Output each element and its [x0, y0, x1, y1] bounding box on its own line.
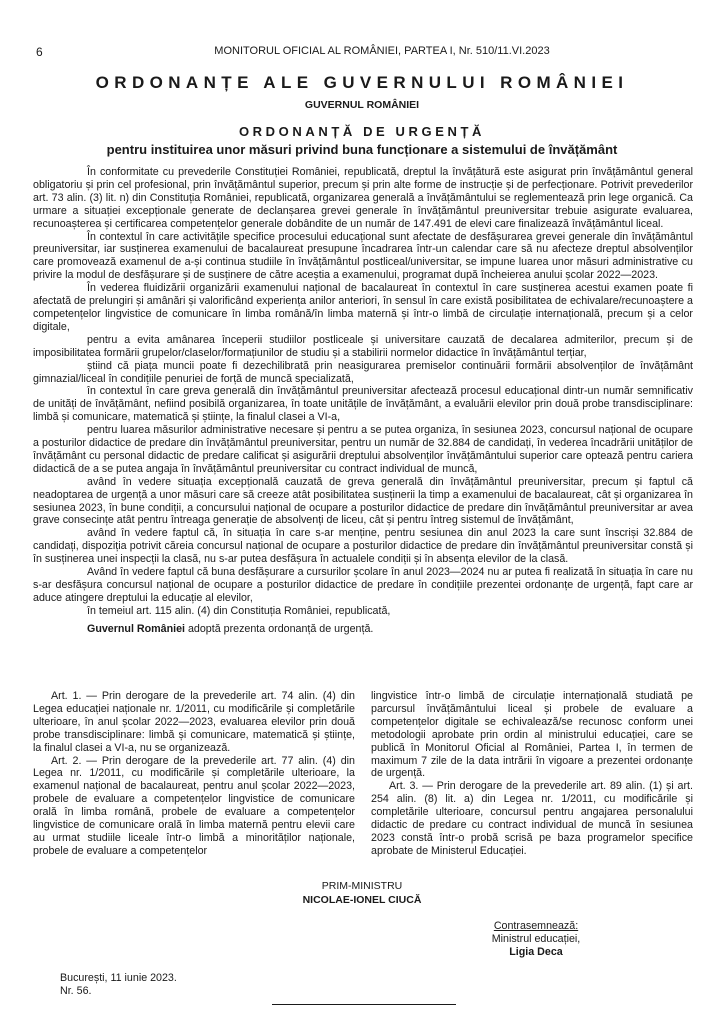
countersign-role: Ministrul educației, — [491, 933, 581, 945]
adoption-statement — [33, 623, 693, 636]
document-type: ORDONANȚĂ DE URGENȚĂ — [238, 124, 486, 139]
footer-rule — [272, 1004, 456, 1005]
issue-date: București, 11 iunie 2023. — [60, 972, 177, 984]
preamble-paragraph: pentru luarea măsurilor administrative necesare și pentru a se putea organiza, în sesiunea 2023, concursul național de ocupare a posturilor didactice de predare din învățământul preuniversitar, pentru un număr de 32.884 de candidați, în vederea încadrării unităților de învățământ cu personal didactic de predare calificat și asigurării dreptului absolvenților învățământului superior care optează pentru cariera didactică de a se putea angaja în învățământul preuniversitar cu contract individual de muncă, — [33, 424, 693, 475]
date-place — [60, 972, 177, 998]
articles — [33, 690, 693, 858]
preamble-paragraph: Având în vedere faptul că buna desfășurare a cursurilor școlare în anul 2023—2024 nu ar putea fi realizată în situația în care nu s-ar desfășura concursul național de ocupare a posturilor didactice de predare în condițiile prezentei ordonanțe de urgență, fapt care ar aduce atingere dreptului la educație al elevilor, — [33, 566, 693, 604]
running-head-publication: MONITORUL OFICIAL AL ROMÂNIEI, — [214, 45, 402, 57]
preamble-paragraph: având în vedere faptul că, în situația în care s-ar menține, pentru sesiunea din anul 2023 la care sunt înscriși 32.884 de candidați, dispoziția potrivit căreia concursul național de ocupare a posturilor didactice de predare din învățământul preuniversitar constă și în susținerea unei inspecții la clasă, nu s-ar putea desfășura în actualele condiții și în absența elevilor de la clasă. — [33, 527, 693, 566]
preamble — [33, 166, 693, 636]
running-head-issue: PARTEA I, Nr. 510/11.VI.2023 — [404, 45, 550, 57]
preamble-paragraph: știind că piața muncii poate fi dezechilibrată prin neasigurarea premiselor continuării formării absolvenților de învățământ gimnazial/liceal în condițiile penuriei de forță de muncă specializată, — [33, 359, 693, 385]
countersign-label: Contrasemnează: — [493, 920, 579, 932]
preamble-paragraph: în temeiul art. 115 alin. (4) din Constituția României, republicată, — [87, 604, 391, 617]
article-1: Art. 1. — Prin derogare de la prevederile art. 74 alin. (4) din Legea educației naționale nr. 1/2011, cu modificările și completările ulterioare, în anul școlar 2022—2023, evaluarea elevilor prin două probe transdisciplinare: limbă și comunicare, matematică și științe, la finalul clasei a VI-a, nu se organizează. — [33, 690, 355, 754]
countersignature — [470, 920, 602, 959]
article-2-continued: lingvistice într-o limbă de circulație internațională studiată pe parcursul învățământului liceal și probele de evaluare a competențelor digitale se echivalează/se recunosc conform unei metodologii aprobate prin ordin al ministrului educației, care se publică în Monitorul Oficial al României, Partea I, în termen de maximum 7 zile de la data intrării în vigoare a prezentei ordonanțe de urgență. — [371, 690, 693, 780]
article-3: Art. 3. — Prin derogare de la prevederile art. 89 alin. (1) și art. 254 alin. (8) lit. a) din Legea nr. 1/2011, cu modificările și completările ulterioare, concursul pentru angajarea personalului didactic de predare cu contract individual de muncă în sesiunea 2023 constă într-o probă scrisă pe baza programelor specifice aprobate de Ministerul Educației. — [371, 780, 693, 857]
running-head — [0, 45, 724, 57]
issue-number: Nr. 56. — [60, 985, 92, 997]
document-title: pentru instituirea unor măsuri privind buna funcționare a sistemului de învățământ — [106, 142, 618, 157]
adoption-subject: Guvernul României — [87, 622, 185, 635]
countersign-name: Ligia Deca — [509, 946, 563, 958]
section-title: ORDONANȚE ALE GUVERNULUI ROMÂNIEI — [95, 73, 629, 92]
signatory-name: NICOLAE-IONEL CIUCĂ — [302, 894, 422, 906]
adoption-text: adoptă prezenta ordonanță de urgență. — [185, 622, 374, 635]
preamble-paragraph: În contextul în care activitățile specifice procesului educațional sunt afectate de desfășurarea grevei generale din învățământul preuniversitar, iar susținerea examenului de bacalaureat presupune încadrarea într-un calendar care să nu afecteze dreptul absolvenților care promovează examenul de a-și continua studiile în învățământul postliceal/universitar, se impune luarea unor măsuri administrative cu privire la modul de desfășurare și de susținere de către aceștia a examenului, programat după încheierea anului școlar 2022—2023. — [33, 230, 693, 282]
page-number: 6 — [36, 45, 43, 59]
preamble-paragraph: În vederea fluidizării organizării examenului național de bacalaureat în contextul în care susținerea acestui examen poate fi afectată de prelungiri și amânări și valorificând experiența anilor anteriori, în sensul în care există posibilitatea de echivalare/recunoaștere a competențelor lingvistice de comunicare în limba română/în limba maternă și într-o limbă de circulație internațională, precum și a celor digitale, — [33, 282, 693, 333]
preamble-paragraph: În conformitate cu prevederile Constituției României, republicată, dreptul la învățătură este asigurat prin învățământul general obligatoriu și prin cel profesional, prin învățământul superior, precum și prin alte forme de instrucție și de perfecționare. Potrivit prevederilor art. 73 alin. (3) lit. n) din Constituția României, republicată, organizarea generală a învățământului se reglementează prin lege organică. Ca urmare a situației excepționale generate de declanșarea grevei generale în învățământul preuniversitar trebuie asigurate evaluarea, recunoașterea și certificarea competențelor generale dobândite de un număr de 147.491 de elevi care finalizează învățământul liceal. — [33, 166, 693, 230]
article-2: Art. 2. — Prin derogare de la prevederile art. 77 alin. (4) din Legea nr. 1/2011, cu modificările și completările ulterioare, la examenul național de bacalaureat, pentru anul școlar 2022—2023, probele de evaluare a competențelor lingvistice de comunicare orală în limba română, probele de evaluare a competențelor lingvistice de comunicare orală în limba maternă pentru elevii care au urmat studiile liceale într-o limbă a minorităților naționale, probele de evaluare a competențelor — [33, 754, 355, 857]
preamble-paragraph: având în vedere situația excepțională cauzată de greva generală din învățământul preuniversitar, precum și faptul că neadoptarea de urgență a unor măsuri care să creeze atât posibilitatea susținerii la timp a examenului de bacalaureat, cât și organizarea în sesiunea 2023, în bune condiții, a concursului național de ocupare a posturilor didactice de predare din învățământul preuniversitar ar avea grave consecințe atât pentru întreaga generație de absolvenți de liceu, cât și pentru întreg sistemul de învățământ, — [33, 475, 693, 527]
preamble-paragraph: pentru a evita amânarea începerii studiilor postliceale și universitare cauzată de decalarea admiterilor, precum și de imposibilitatea formării grupelor/claselor/formațiunilor de studiu și a stabilirii normelor didactice în învățământul terțiar, — [33, 333, 693, 359]
articles-left-column — [33, 690, 355, 858]
signatory-title: PRIM-MINISTRU — [321, 880, 403, 892]
preamble-paragraph: în contextul în care greva generală din învățământul preuniversitar afectează procesul educațional dintr-un număr semnificativ de unități de învățământ, nefiind posibilă organizarea, în toate unitățile de învățământ, a evaluării elevilor prin două probe transdisciplinare: limbă și comunicare, matematică și științe, la finalul clasei a VI-a, — [33, 385, 693, 424]
issuer: GUVERNUL ROMÂNIEI — [304, 99, 420, 111]
articles-right-column — [371, 690, 693, 858]
